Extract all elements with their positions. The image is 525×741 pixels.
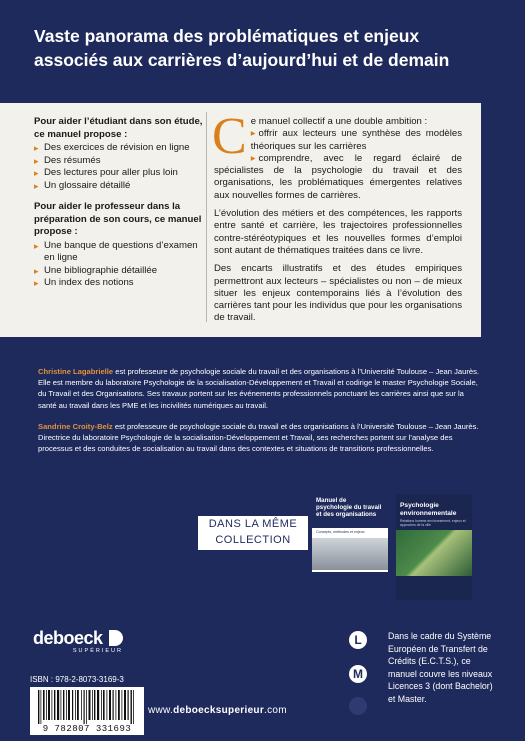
- author-text: est professeure de psychologie sociale du travail et des organisations à l’Université Toulouse – Jean Jaurès. Directrice du laboratoire Psychologie de la socialisation-Développement et Travail, ses recherches portent sur l’analyse des processus et des conduites de socialisation au travail dans des contextes et situations de transitions professionnelles.: [38, 422, 479, 454]
- url-prefix: www.: [148, 705, 174, 716]
- dropcap: C: [212, 108, 247, 165]
- isbn: ISBN : 978-2-8073-3169-3: [30, 675, 124, 684]
- book-footer-band: [312, 572, 388, 600]
- collection-label: [198, 516, 308, 550]
- book-subtitle: Concepts, méthodes et enjeux: [316, 530, 365, 534]
- author-name: Christine Lagabrielle: [38, 367, 114, 376]
- intro-bullet-2: comprendre, avec le regard éclairé de spécialistes de la psychologie du travail et des organisations, les problématiques émergentes relatives aux nouvelles formes de carrières.: [214, 152, 462, 201]
- book-cover-thumbnail[interactable]: [312, 494, 388, 600]
- column-divider: [206, 112, 207, 322]
- list-item: ▸ Des résumés: [34, 155, 204, 168]
- publisher-logo: [33, 628, 123, 654]
- student-list: [34, 142, 204, 192]
- ects-note: Dans le cadre du Système Européen de Transfert de Crédits (E.C.T.S.), ce manuel couvre les niveaux Licences 3 (dont Bachelor) et Master.: [388, 631, 493, 704]
- barcode-digits: 9 782807 331693: [42, 724, 132, 734]
- teacher-list: [34, 240, 204, 290]
- publisher-url[interactable]: [148, 705, 287, 716]
- book-title: Manuel de psychologie du travail et des organisations: [316, 497, 382, 519]
- url-brand: deboecksuperieur: [173, 705, 265, 716]
- logo-sub: SUPÉRIEUR: [72, 648, 123, 654]
- list-item: ▸ Des exercices de révision en ligne: [34, 142, 204, 155]
- level-l-badge: L: [349, 631, 367, 649]
- collection-line-2: COLLECTION: [215, 534, 291, 546]
- level-m-badge: M: [349, 665, 367, 683]
- arrow-bullet-icon: ▸: [250, 128, 256, 140]
- url-suffix: .com: [264, 705, 287, 716]
- author-bio: [38, 421, 483, 455]
- student-heading: Pour aider l’étudiant dans son étude, ce manuel propose :: [34, 116, 203, 140]
- author-name: Sandrine Croity-Belz: [38, 422, 113, 431]
- list-item: ▸ Une banque de questions d’examen en ligne: [34, 240, 204, 265]
- list-item: ▸ Une bibliographie détaillée: [34, 265, 204, 278]
- book-photo: [312, 538, 388, 570]
- intro-paragraph: [212, 108, 462, 202]
- intro-line: e manuel collectif a une double ambition :: [250, 116, 428, 127]
- list-item: ▸ Un index des notions: [34, 277, 204, 290]
- description-column: [212, 108, 462, 331]
- list-item: ▸ Des lectures pour aller plus loin: [34, 167, 204, 180]
- level-d-badge: D: [349, 697, 367, 715]
- barcode: [30, 687, 144, 735]
- paragraph-studies: Des encarts illustratifs et des études empiriques permettront aux lecteurs – spécialistes ou non – de mieux situer les enjeux contemporains liés à l’évolution des carrières tant pour les individus que pour les organisations de travail.: [214, 263, 462, 324]
- teacher-heading: Pour aider le professeur dans la préparation de son cours, ce manuel propose :: [34, 201, 202, 237]
- book-footer-band: [396, 578, 472, 600]
- arrow-bullet-icon: ▸: [250, 152, 256, 164]
- book-photo: [396, 530, 472, 576]
- features-column: [34, 116, 204, 299]
- list-item: ▸ Un glossaire détaillé: [34, 180, 204, 193]
- book-title: Psychologie environnementale: [400, 502, 457, 517]
- book-subtitle: Relations homme-environnement, enjeux et approches de la ville: [400, 519, 466, 528]
- intro-bullet-1: offrir aux lecteurs une synthèse des modèles théoriques sur les carrières: [250, 128, 462, 152]
- author-bio: [38, 366, 483, 411]
- cover-title: Vaste panorama des problématiques et enjeux associés aux carrières d’aujourd’hui et de demain: [34, 26, 450, 70]
- paragraph-themes: L’évolution des métiers et des compétences, les rapports entre santé et carrière, les trajectoires professionnelles contre-stéréotypiques et les nouvelles formes d’emploi sont autant de thématiques traitées dans ce livre.: [214, 208, 462, 256]
- collection-line-1: DANS LA MÊME: [208, 518, 298, 530]
- logo-main: deboeck: [33, 628, 103, 648]
- book-cover-thumbnail[interactable]: [396, 494, 472, 600]
- logo-d-icon: [109, 630, 123, 646]
- author-text: est professeure de psychologie sociale du travail et des organisations à l’Université Toulouse – Jean Jaurès. Elle est membre du laboratoire Psychologie de la socialisation-Développement et Travail et codirige le master Psychologie Sociale, du Travail et des Organisations. Ses travaux portent sur les événements professionnels ponctuant les carrières ainsi que sur la santé au travail dans les PME et les incivilités numériques au travail.: [38, 367, 479, 410]
